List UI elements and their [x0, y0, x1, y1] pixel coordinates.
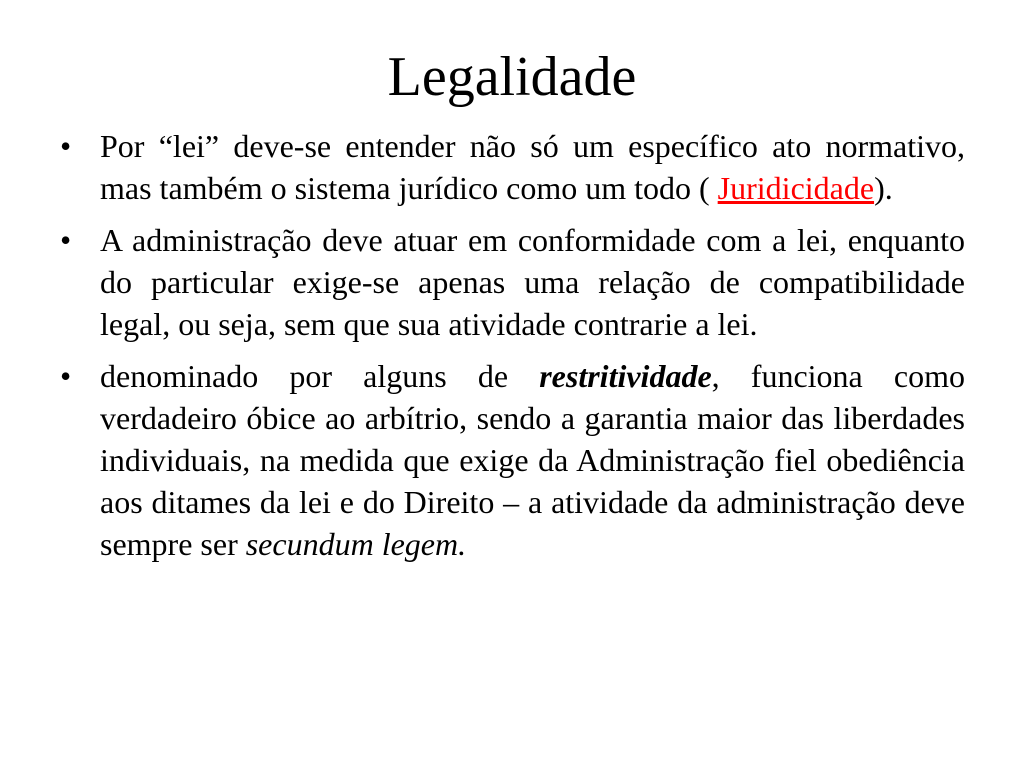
secundum-legem-text: secundum legem. [245, 526, 467, 562]
bullet-list [60, 125, 965, 575]
bullet-icon: • [60, 358, 72, 394]
bullet-item-restritividade [60, 355, 965, 565]
bullet-item-administracao [60, 219, 965, 345]
bullet-icon: • [60, 128, 72, 164]
restritividade-emphasis: restritividade [539, 358, 712, 394]
bullet-icon: • [60, 222, 72, 258]
bullet-text-end: ). [874, 170, 893, 206]
juridicidade-link[interactable]: Juridicidade [717, 170, 875, 206]
bullet-text: A administração deve atuar em conformidade com a lei, enquanto do particular exige-se apenas uma relação de compatibilidade legal, ou seja, sem que sua atividade contrarie a lei. [100, 222, 965, 342]
bullet-text: denominado por alguns de [100, 358, 540, 394]
bullet-text: Por “lei” deve-se entender não só um específico ato normativo, mas também o sistema jurídico como um todo ( [100, 128, 965, 206]
bullet-text-middle: , funciona como verdadeiro óbice ao arbítrio, sendo a garantia maior das liberdades individuais, na medida que exige da Administração fiel obediência aos ditames da lei e do Direito – a atividade da administração deve sempre ser [100, 358, 965, 562]
bullet-item-juridicidade [60, 125, 965, 209]
slide-title: Legalidade [387, 46, 637, 108]
